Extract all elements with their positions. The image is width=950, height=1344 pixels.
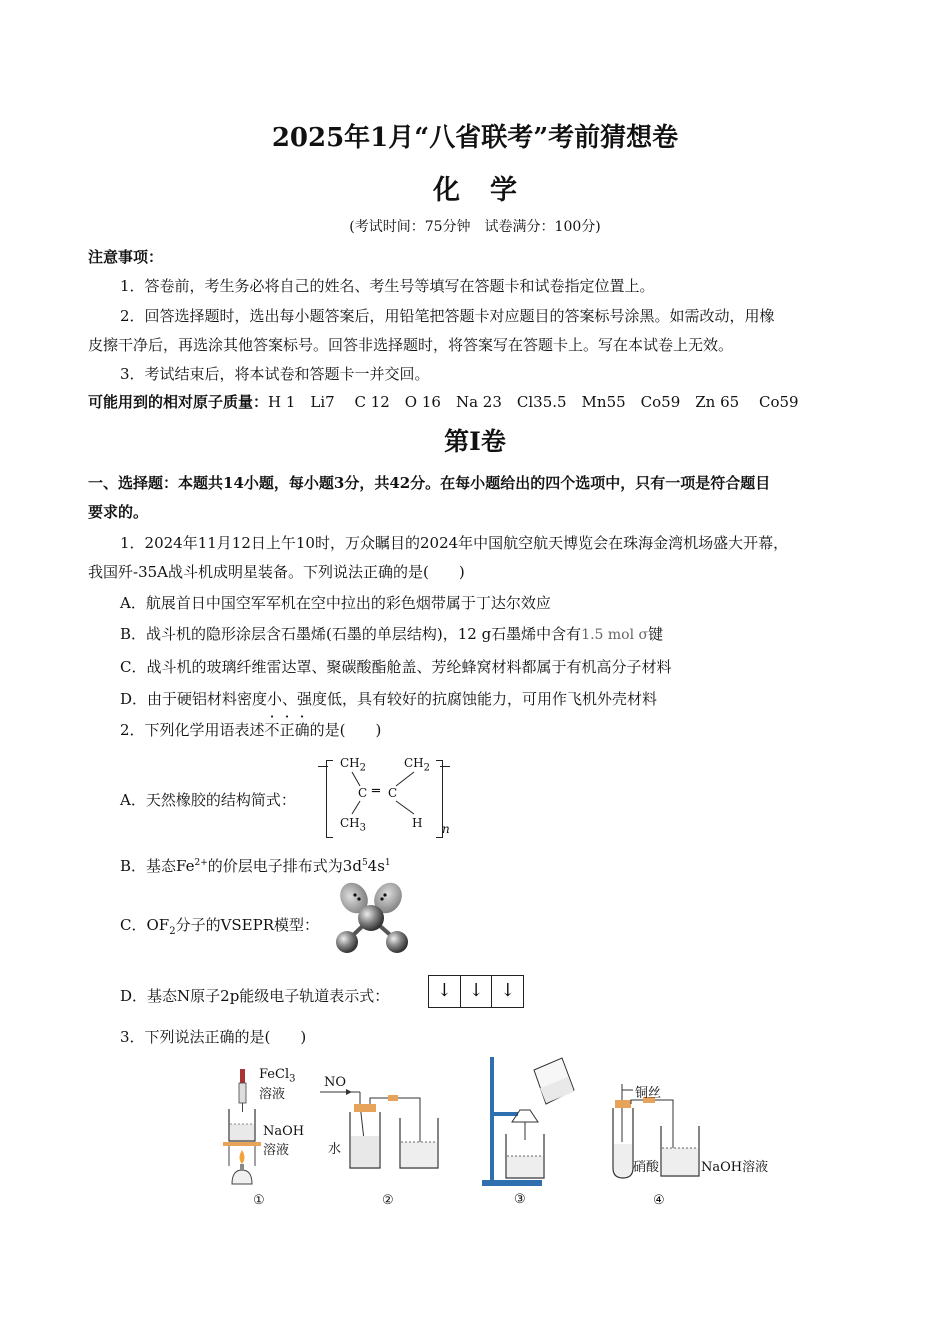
apparatus-3-drawing [480,1052,580,1212]
figure-label-4: ④ [653,1193,665,1208]
nitric-acid-label: 硝酸 [633,1160,660,1175]
fecl3-label-2: 溶液 [259,1087,286,1102]
part-label: 第Ⅰ卷 [444,427,506,456]
orbital-box-2: ↓ [461,976,493,1007]
q1-option-b-formula: 1.5 mol σ [581,627,649,643]
ch2-right: $CH_2$ [404,756,431,774]
rubber-bonds [318,756,458,842]
q1-option-d: D．由于硬铝材料密度小、强度低，具有较好的抗腐蚀能力，可用作飞机外壳材料 [120,690,658,708]
naoh-label-1b: 溶液 [263,1143,290,1158]
figure-label-2: ② [382,1193,394,1208]
notice-item-3: 3．考试结束后，将本试卷和答题卡一并交回。 [120,365,430,383]
atomic-mass-label: 可能用到的相对原子质量： [88,393,269,411]
q2-option-d-label: D．基态N原子2p能级电子轨道表示式： [120,987,390,1005]
naoh-label-1: NaOH [263,1124,305,1139]
h-atom: H [412,816,423,830]
q1-option-c: C．战斗机的玻璃纤维雷达罩、聚碳酸酯舱盖、芳纶蜂窝材料都属于有机高分子材料 [120,658,672,676]
q2-stem [120,719,381,740]
rubber-structure [318,756,458,842]
q1-option-a: A．航展首日中国空军军机在空中拉出的彩色烟带属于丁达尔效应 [120,594,551,612]
q2-option-b: B．基态$Fe^{2+}$的价层电子排布式为$3d^54s^1$ [120,857,391,875]
q2-option-a-label: A．天然橡胶的结构简式： [120,791,296,809]
c-left: C [358,786,368,800]
exam-info: (考试时间：75分钟 试卷满分：100分) [349,219,601,235]
subject-title: 化学 [433,175,547,206]
figure-label-1: ① [253,1193,265,1208]
section1-heading-cont: 要求的。 [88,503,149,521]
orbital-box-3: ↓ [500,980,516,1001]
q2-stem-emphasis: 不正确 [264,721,310,739]
orbital-diagram [428,975,524,1008]
notice-item-2: 2．回答选择题时，选出每小题答案后，用铅笔把答题卡对应题目的答案标号涂黑。如需改动，用橡 [120,307,775,325]
q1-option-b-end: 键 [648,625,664,643]
figure-label-3: ③ [514,1192,526,1207]
water-label: 水 [328,1142,342,1157]
apparatus-4 [605,1072,775,1212]
notice-heading: 注意事项： [88,248,164,266]
notice-item-1: 1．答卷前，考生务必将自己的姓名、考生号等填写在答题卡和试卷指定位置上。 [120,277,655,295]
apparatus-3 [480,1052,580,1212]
section1-heading: 一、选择题：本题共14小题，每小题3分，共42分。在每小题给出的四个选项中，只有一项是符合题目 [88,474,771,492]
atomic-mass-line [88,391,799,412]
fecl3-label: FeCl$_3$ [259,1067,296,1085]
q1-option-b-text: B．战斗机的隐形涂层含石墨烯(石墨的单层结构)，12 g石墨烯中含有 [120,625,582,643]
orbital-box-1: ↓ [429,976,461,1007]
vsepr-model-image [330,878,412,958]
ch3-group: $CH_3$ [340,816,367,834]
page-title: 2025年1月“八省联考”考前猜想卷 [271,123,679,153]
q2-stem-post: 的是( ) [309,721,382,739]
naoh-solution-label: NaOH溶液 [701,1160,769,1175]
notice-item-2-cont: 皮擦干净后，再选涂其他答案标号。回答非选择题时，将答案写在答题卡上。写在本试卷上无效。 [88,336,734,354]
q3-stem: 3．下列说法正确的是( ) [120,1028,307,1046]
double-bond: ═ [372,784,380,799]
q2-stem-pre: 2．下列化学用语表述 [120,721,265,739]
copper-wire-label: 铜丝 [635,1086,662,1101]
q1-stem: 1．2024年11月12日上午10时，万众瞩目的2024年中国航空航天博览会在珠海金湾机场盛大开幕， [120,534,789,552]
apparatus-2 [320,1075,460,1212]
c-right: C [388,786,398,800]
q1-option-b [120,623,663,644]
no-gas-label: NO [324,1075,347,1090]
q2-option-c: C．$OF_2$分子的VSEPR模型： [120,916,320,937]
apparatus-1 [215,1066,310,1212]
apparatus-4-drawing [605,1072,775,1212]
ch2-left: $CH_2$ [340,756,367,774]
atomic-mass-values: H 1 Li7 C 12 O 16 Na 23 Cl35.5 Mn55 Co59 Zn 65 Co59 [268,393,799,411]
q1-stem-cont: 我国歼-35A战斗机成明星装备。下列说法正确的是( ) [88,563,465,581]
repeat-n: n [442,822,450,836]
